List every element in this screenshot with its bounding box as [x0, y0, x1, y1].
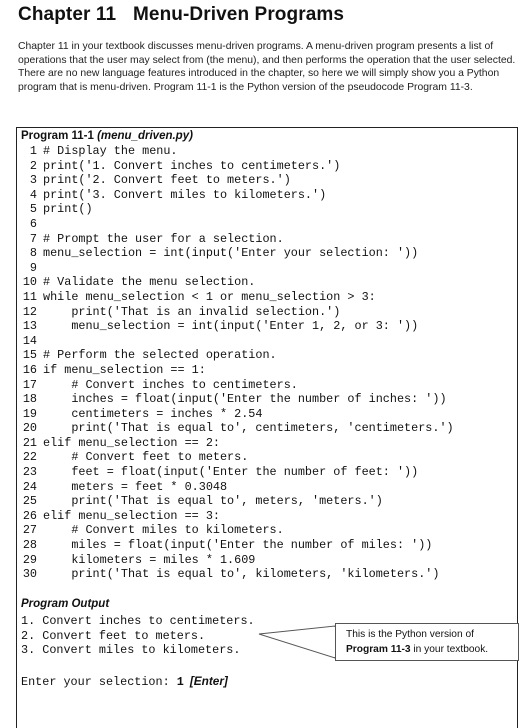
line-number: 23	[22, 465, 37, 480]
callout-line-1: This is the Python version of	[346, 629, 474, 640]
code-text: feet = float(input('Enter the number of feet: '))	[43, 465, 419, 480]
line-number: 26	[22, 508, 37, 523]
output-line: 3. Convert miles to kilometers.	[21, 643, 241, 658]
line-number: 13	[22, 319, 37, 334]
line-number: 8	[29, 246, 37, 261]
code-text: kilometers = miles * 1.609	[43, 552, 256, 567]
code-text: # Convert miles to kilometers.	[43, 523, 284, 538]
code-text: # Convert inches to centimeters.	[43, 377, 298, 392]
enter-key-label: [Enter]	[189, 674, 228, 688]
line-number: 16	[22, 362, 37, 377]
code-text: # Convert feet to meters.	[43, 450, 249, 465]
line-number: 30	[22, 567, 37, 582]
code-text: while menu_selection < 1 or menu_selection > 3:	[43, 289, 376, 304]
line-number: 5	[29, 202, 37, 217]
callout-program-ref: Program 11-3	[346, 644, 411, 655]
code-text: elif menu_selection == 3:	[43, 508, 220, 523]
code-text: # Perform the selected operation.	[43, 348, 277, 363]
code-text: # Prompt the user for a selection.	[43, 231, 284, 246]
line-number: 29	[22, 552, 37, 567]
line-number: 17	[22, 377, 37, 392]
output-line: 2. Convert feet to meters.	[21, 628, 206, 643]
code-text: miles = float(input('Enter the number of miles: '))	[43, 538, 433, 553]
line-number: 4	[29, 187, 37, 202]
callout-line-2	[346, 642, 518, 657]
chapter-header	[18, 4, 344, 26]
code-text: print('3. Convert miles to kilometers.')	[43, 187, 327, 202]
callout-note	[335, 623, 519, 661]
program-label: Program 11-1	[21, 130, 94, 142]
line-number: 15	[22, 348, 37, 363]
program-listing-box	[16, 127, 518, 728]
code-text: menu_selection = int(input('Enter 1, 2, or 3: '))	[43, 319, 419, 334]
program-output-title: Program Output	[21, 598, 110, 610]
line-number: 24	[22, 479, 37, 494]
intro-paragraph: Chapter 11 in your textbook discusses menu-driven programs. A menu-driven program presents a list of operations that the user may select from (the menu), and then performs the operation that the user selected. There are no new language features introduced in the chapter, so here we will simply show you a Python program that is menu-driven. Program 11-1 is the Python version of the pseudocode Program 11-3.	[18, 41, 516, 93]
code-text: menu_selection = int(input('Enter your selection: '))	[43, 246, 419, 261]
code-text: print('That is equal to', kilometers, 'kilometers.')	[43, 567, 440, 582]
output-line: 1. Convert inches to centimeters.	[21, 614, 255, 628]
code-text: print('That is an invalid selection.')	[43, 304, 341, 319]
line-number: 18	[22, 392, 37, 407]
line-number: 6	[29, 216, 37, 231]
code-text: print('2. Convert feet to meters.')	[43, 173, 291, 188]
code-text: # Validate the menu selection.	[43, 275, 256, 290]
selection-prompt: Enter your selection:	[21, 675, 177, 689]
code-text: print('That is equal to', centimeters, 'centimeters.')	[43, 421, 454, 436]
line-number: 14	[22, 333, 37, 348]
line-number: 10	[22, 275, 37, 290]
line-number: 2	[29, 158, 37, 173]
program-filename: (menu_driven.py)	[97, 130, 193, 142]
line-number: 28	[22, 538, 37, 553]
line-number: 9	[29, 260, 37, 275]
line-number: 20	[22, 421, 37, 436]
callout-pointer-icon	[17, 128, 517, 688]
code-text: print('That is equal to', meters, 'meters.')	[43, 494, 383, 509]
code-text: if menu_selection == 1:	[43, 362, 206, 377]
line-number: 12	[22, 304, 37, 319]
code-text: # Display the menu.	[43, 144, 178, 158]
line-number: 25	[22, 494, 37, 509]
line-number: 27	[22, 523, 37, 538]
code-text: print('1. Convert inches to centimeters.')	[43, 158, 341, 173]
line-number: 11	[22, 289, 37, 304]
chapter-title: Menu-Driven Programs	[133, 4, 345, 25]
line-number: 3	[29, 173, 37, 188]
code-text: meters = feet * 0.3048	[43, 479, 228, 494]
code-text: elif menu_selection == 2:	[43, 435, 220, 450]
code-text: centimeters = inches * 2.54	[43, 406, 263, 421]
user-entry: 1	[176, 675, 184, 689]
line-number: 22	[22, 450, 37, 465]
callout-line-2-rest: in your textbook.	[410, 644, 489, 655]
code-text: inches = float(input('Enter the number of inches: '))	[43, 392, 447, 407]
line-number: 21	[22, 435, 37, 450]
code-text: print()	[43, 202, 93, 217]
line-number: 7	[29, 231, 37, 246]
line-number: 19	[22, 406, 37, 421]
chapter-number: Chapter 11	[18, 4, 117, 25]
line-number: 1	[29, 144, 37, 158]
